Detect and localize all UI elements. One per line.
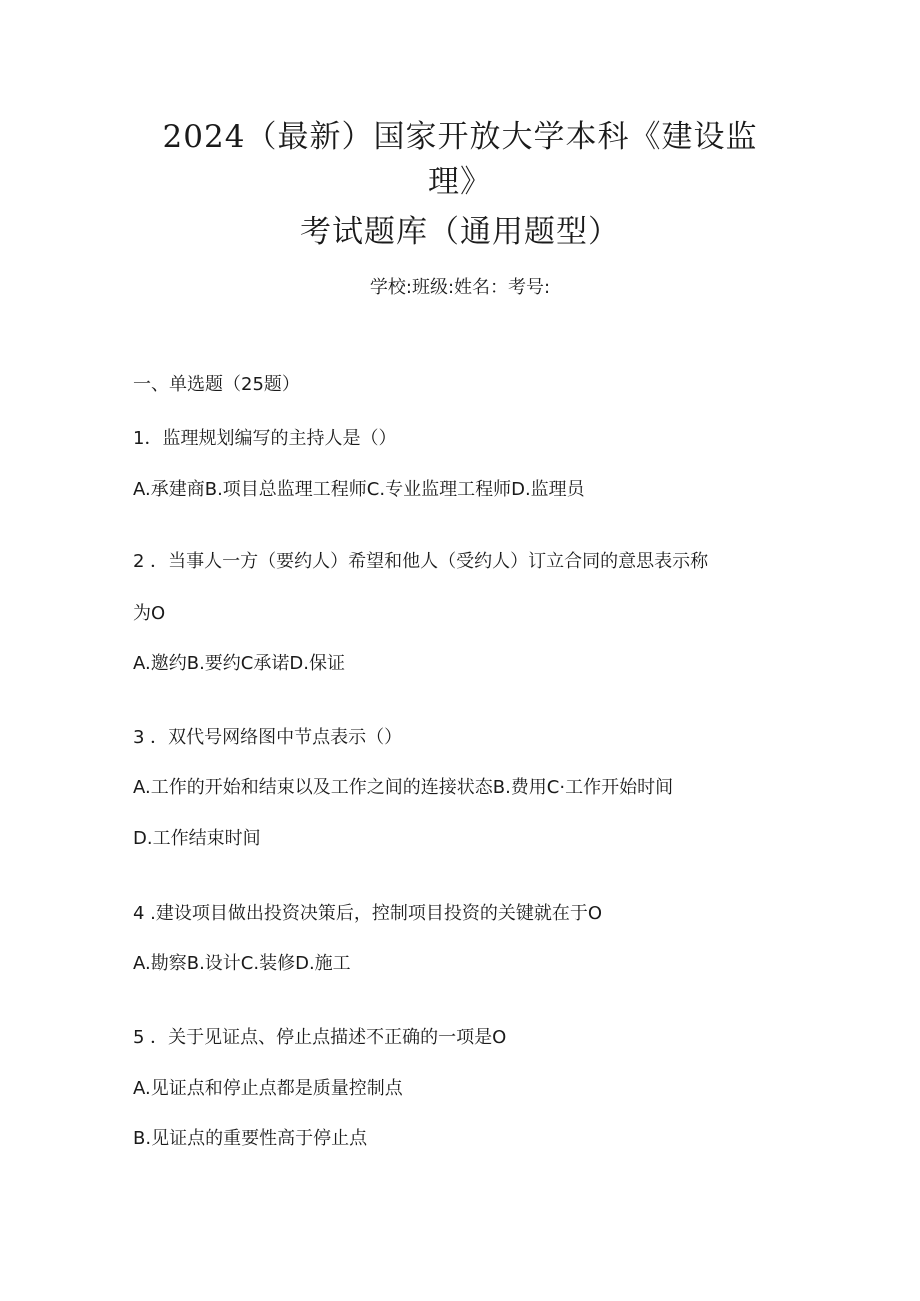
section-heading: 一、单选题（25题） [133,374,300,395]
question-4-options: A.勘察B.设计C.装修D.施工 [133,953,351,974]
document-title-line-3: 考试题库（通用题型） [300,214,620,250]
question-3-stem: 3 ．双代号网络图中节点表示（） [133,727,403,748]
question-5-option-a: A.见证点和停止点都是质量控制点 [133,1078,403,1099]
student-info-line: 学校:班级:姓名：考号: [369,277,551,298]
question-3-options-line-2: D.工作结束时间 [133,828,261,849]
question-2-options: A.邀约B.要约C承诺D.保证 [133,653,345,674]
question-5-stem: 5 ．关于见证点、停止点描述不正确的一项是O [133,1027,507,1048]
document-title-line-2: 理》 [428,164,492,200]
question-1-options: A.承建商B.项目总监理工程师C.专业监理工程师D.监理员 [133,479,585,500]
question-4-stem: 4 .建设项目做出投资决策后，控制项目投资的关键就在于O [133,903,603,924]
question-3-options-line-1: A.工作的开始和结束以及工作之间的连接状态B.费用C·工作开始时间 [133,777,674,798]
document-title-line-1: 2024（最新）国家开放大学本科《建设监 [162,119,758,155]
question-5-option-b: B.见证点的重要性高于停止点 [133,1128,368,1149]
question-1-stem: 1．监理规划编写的主持人是（） [133,428,397,449]
question-2-stem-line-2: 为O [133,603,166,624]
question-2-stem-line-1: 2 ．当事人一方（要约人）希望和他人（受约人）订立合同的意思表示称 [133,551,709,572]
